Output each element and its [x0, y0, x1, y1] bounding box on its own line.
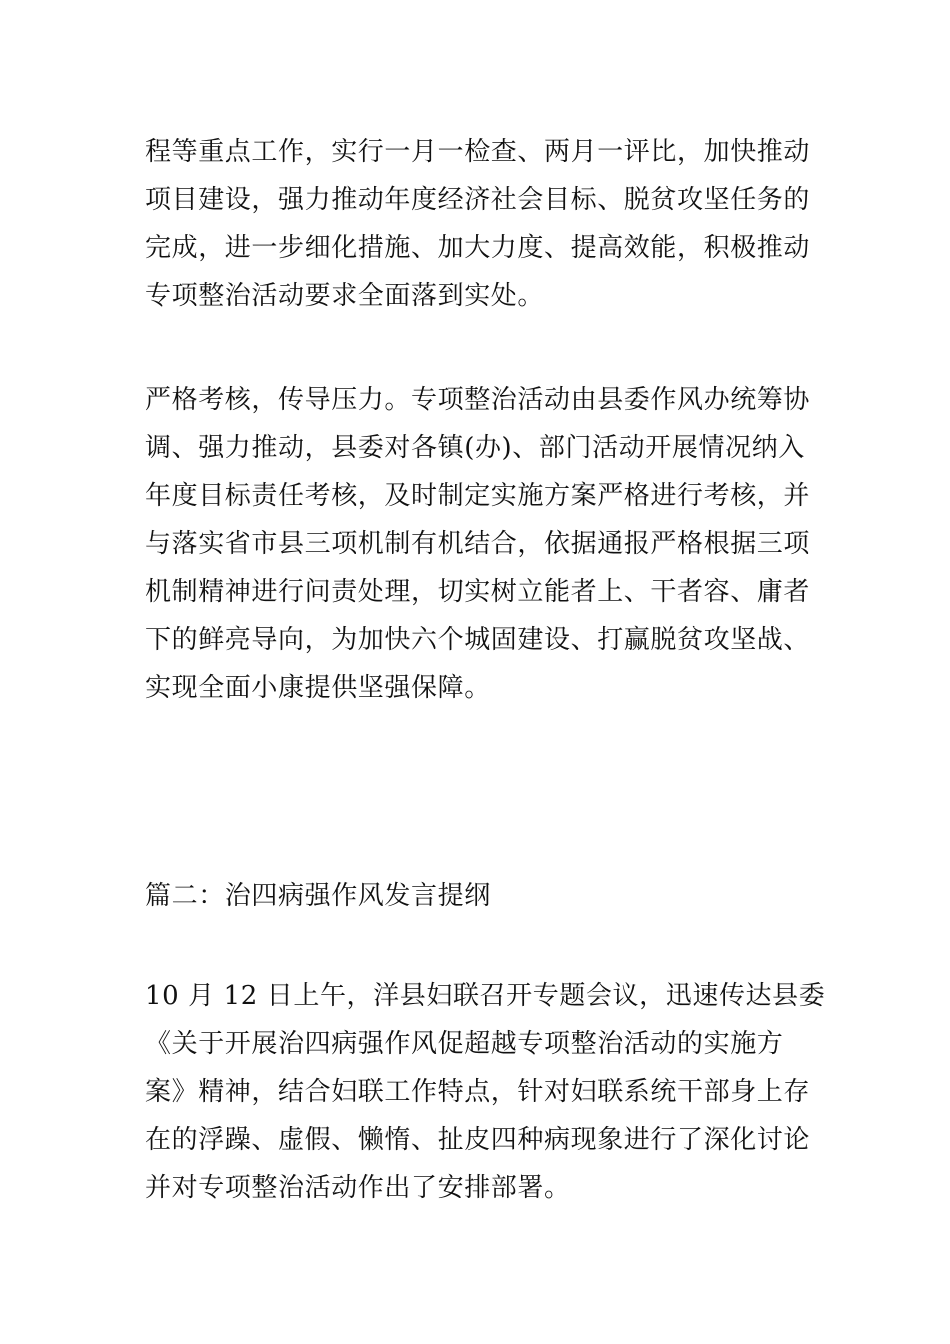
- paragraph-line: 案》精神，结合妇联工作特点，针对妇联系统干部身上存: [145, 1077, 811, 1107]
- paragraph-line: 严格考核，传导压力。专项整治活动由县委作风办统筹协: [145, 385, 811, 415]
- paragraph-line: 年度目标责任考核，及时制定实施方案严格进行考核，并: [145, 481, 811, 511]
- section-heading-text: 篇二：治四病强作风发言提纲: [145, 881, 491, 911]
- paragraph-line: 实现全面小康提供坚强保障。: [145, 673, 491, 703]
- paragraph-line: 完成，进一步细化措施、加大力度、提高效能，积极推动: [145, 233, 811, 263]
- paragraph-womens-federation-meeting: [145, 972, 826, 1212]
- paragraph-line: 《关于开展治四病强作风促超越专项整治活动的实施方: [145, 1029, 784, 1059]
- section-heading: [145, 872, 810, 920]
- paragraph-line: 机制精神进行问责处理，切实树立能者上、干者容、庸者: [145, 577, 811, 607]
- paragraph-line: 下的鲜亮导向，为加快六个城固建设、打赢脱贫攻坚战、: [145, 625, 811, 655]
- paragraph-line: 程等重点工作，实行一月一检查、两月一评比，加快推动: [145, 137, 811, 167]
- paragraph-line: 项目建设，强力推动年度经济社会目标、脱贫攻坚任务的: [145, 185, 811, 215]
- paragraph-line: 专项整治活动要求全面落到实处。: [145, 281, 545, 311]
- paragraph-line: 在的浮躁、虚假、懒惰、扯皮四种病现象进行了深化讨论: [145, 1125, 811, 1155]
- paragraph-work-inspection: [145, 128, 810, 320]
- paragraph-line: 调、强力推动，县委对各镇(办)、部门活动开展情况纳入: [145, 433, 805, 463]
- paragraph-strict-assessment: [145, 376, 810, 712]
- paragraph-line: 并对专项整治活动作出了安排部署。: [145, 1173, 571, 1203]
- paragraph-line: 与落实省市县三项机制有机结合，依据通报严格根据三项: [145, 529, 811, 559]
- paragraph-line: 10 月 12 日上午，洋县妇联召开专题会议，迅速传达县委: [145, 981, 826, 1011]
